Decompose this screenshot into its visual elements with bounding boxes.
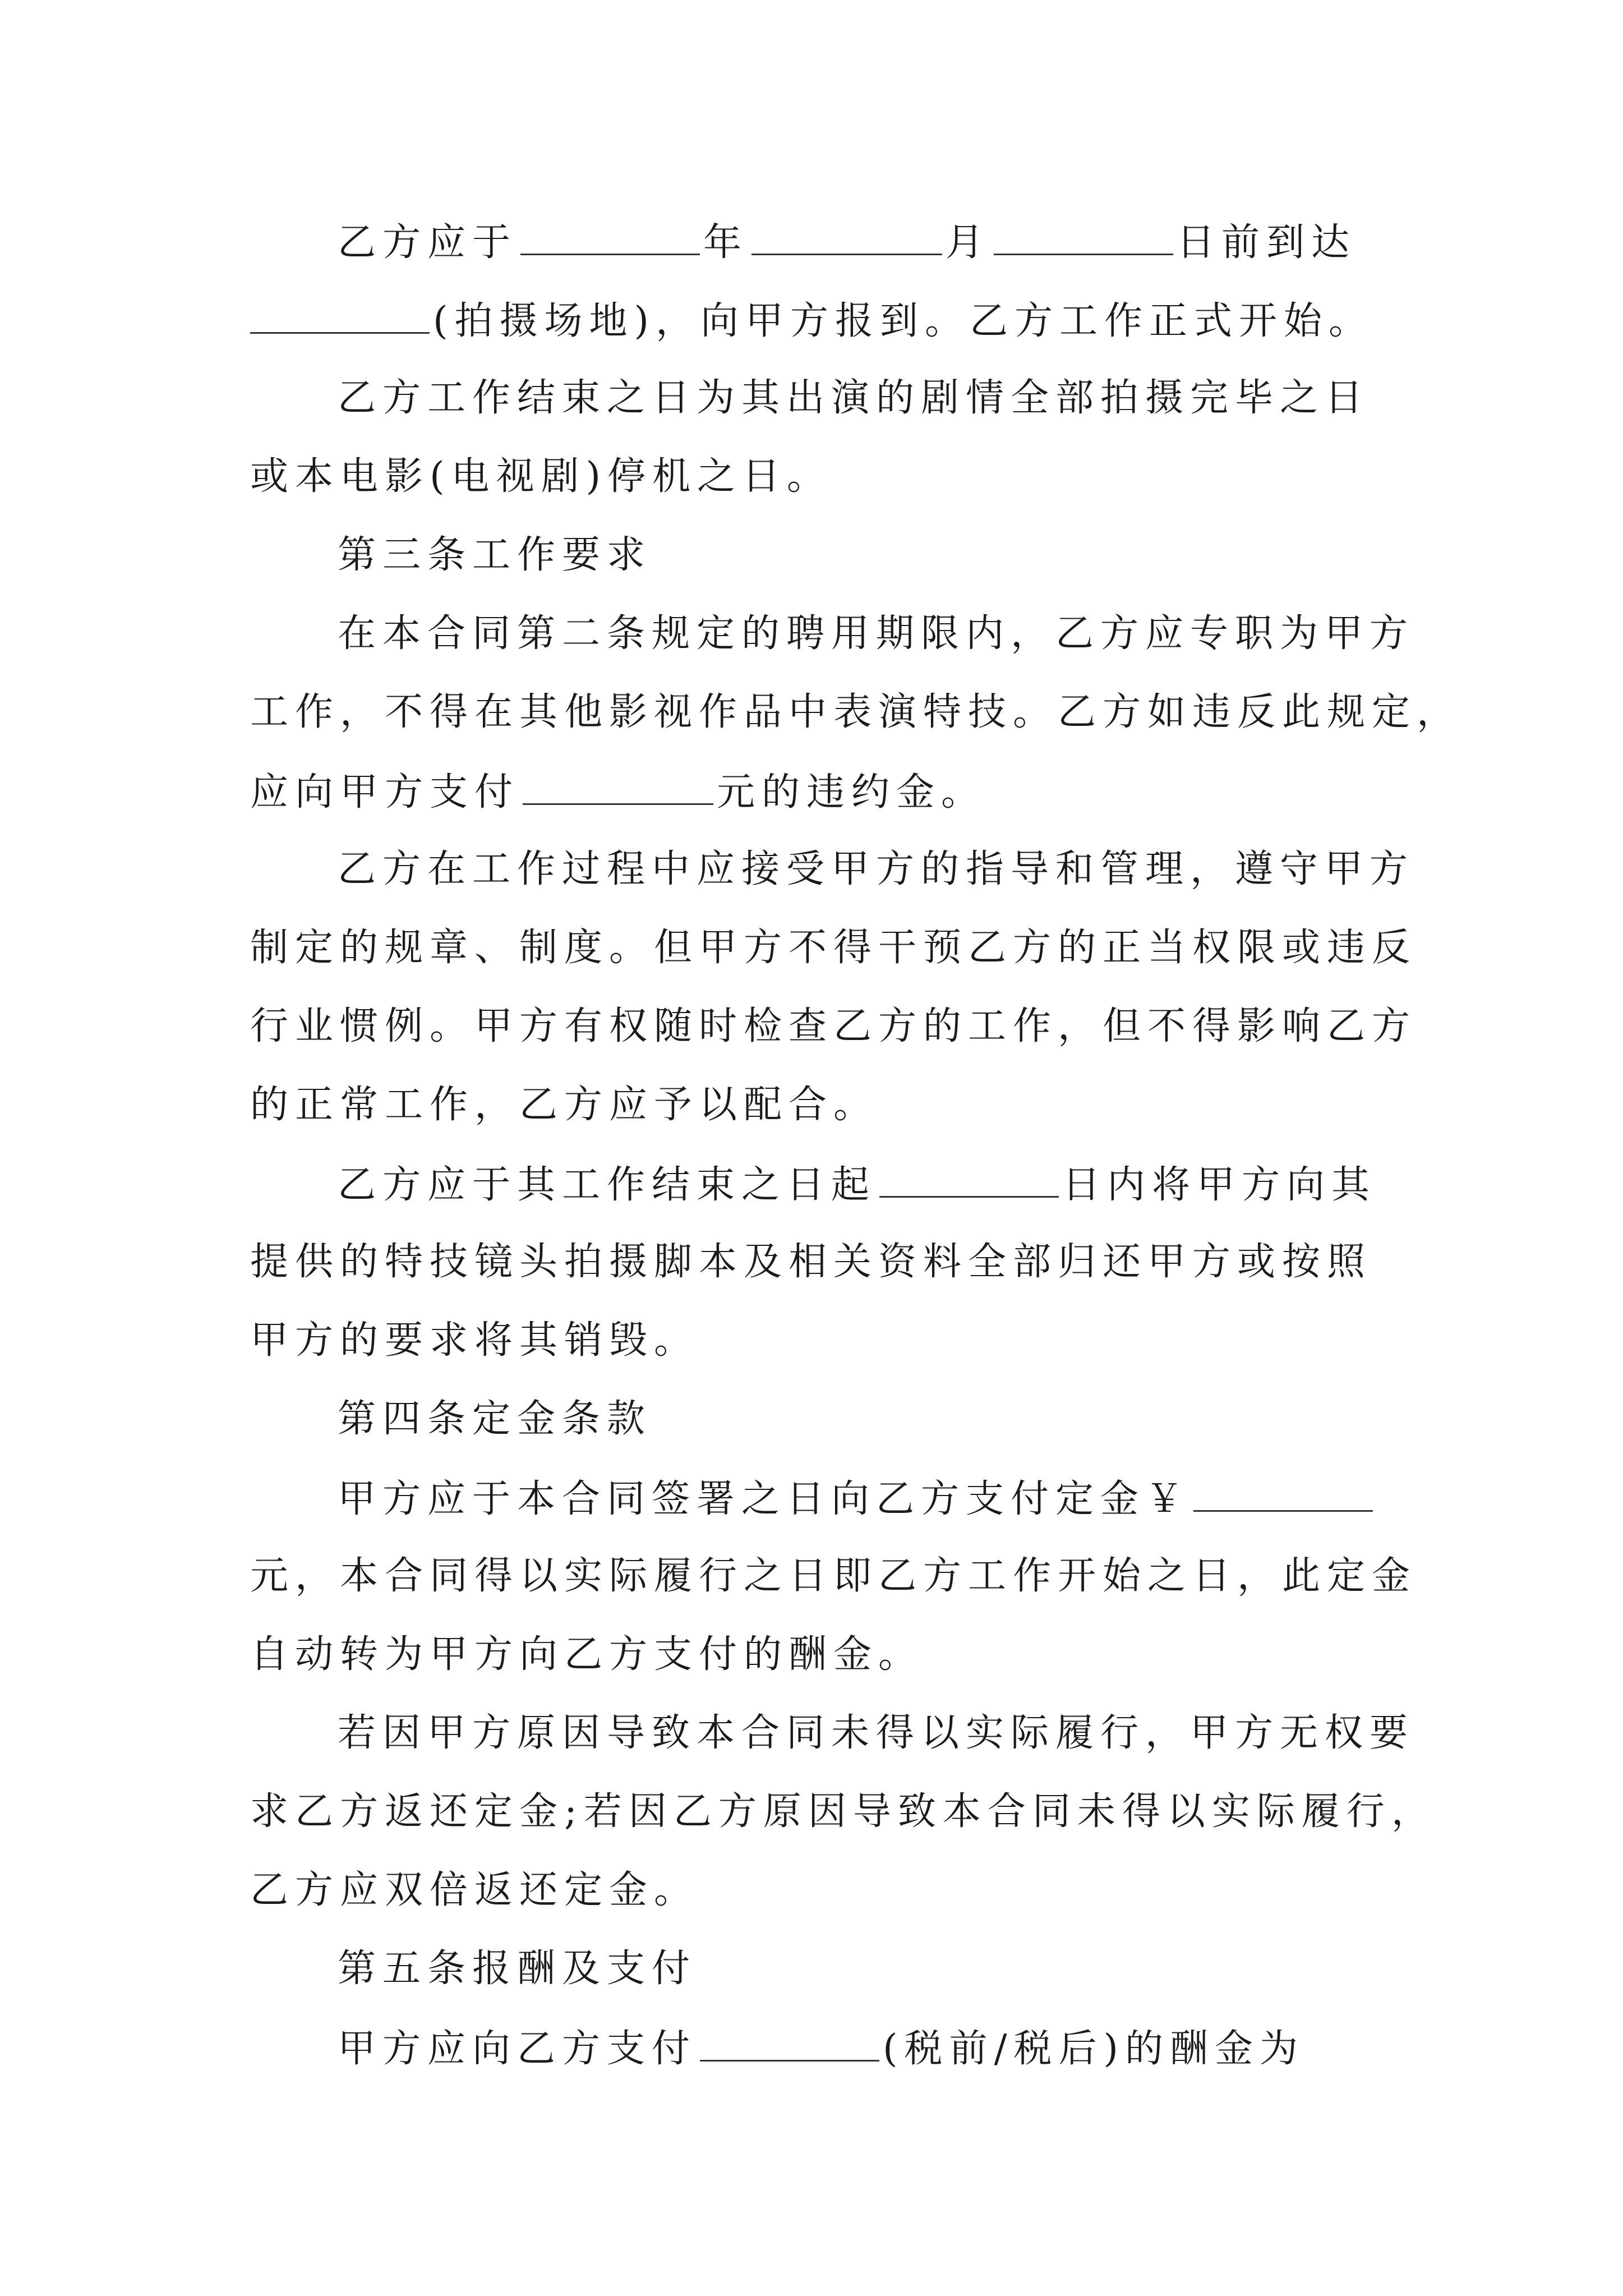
text-line xyxy=(338,370,1378,426)
heading-text: 第三条工作要求 xyxy=(338,533,652,577)
text-line xyxy=(338,606,1415,662)
fill-blank xyxy=(1193,1470,1373,1512)
text-line xyxy=(250,1627,1377,1683)
line-text: 月 xyxy=(946,220,991,265)
text-line xyxy=(250,1784,1436,1840)
line-text: 乙方在工作过程中应接受甲方的指导和管理，遵守甲方 xyxy=(338,847,1415,891)
text-line xyxy=(250,684,1462,740)
line-text: 应向甲方支付 xyxy=(250,770,520,815)
fill-blank xyxy=(250,292,430,334)
section-heading xyxy=(338,1941,1378,1997)
section-heading xyxy=(338,527,1378,583)
line-text: 在本合同第二条规定的聘用期限内，乙方应专职为甲方 xyxy=(338,611,1415,656)
text-line xyxy=(250,1313,1377,1369)
line-text: (税前/税后)的酬金为 xyxy=(883,2027,1304,2071)
line-text: 求乙方返还定金;若因乙方原因导致本合同未得以实际履行， xyxy=(250,1789,1436,1834)
line-text: 元，本合同得以实际履行之日即乙方工作开始之日，此定金 xyxy=(250,1554,1417,1598)
text-line xyxy=(250,1548,1417,1604)
fill-blank xyxy=(700,2019,879,2062)
fill-blank xyxy=(879,1156,1059,1198)
text-line xyxy=(250,1077,1377,1133)
line-text: 日前到达 xyxy=(1177,220,1357,265)
text-line xyxy=(338,1156,1378,1212)
text-line xyxy=(250,920,1417,976)
section-heading xyxy=(338,1391,1378,1447)
line-text: 甲方应于本合同签署之日向乙方支付定金￥ xyxy=(338,1477,1191,1521)
line-text: 甲方的要求将其销毁。 xyxy=(250,1318,699,1363)
line-text: 若因甲方原因导致本合同未得以实际履行，甲方无权要 xyxy=(338,1711,1415,1755)
line-text: 甲方应向乙方支付 xyxy=(338,2027,697,2071)
line-text: 乙方应双倍返还定金。 xyxy=(250,1868,699,1912)
text-line xyxy=(338,2019,1378,2076)
text-line xyxy=(250,763,1377,819)
line-text: 乙方应于 xyxy=(338,220,518,265)
fill-blank xyxy=(751,213,942,255)
fill-blank xyxy=(520,213,700,255)
fill-blank xyxy=(523,763,713,805)
line-text: 制定的规章、制度。但甲方不得干预乙方的正当权限或违反 xyxy=(250,926,1417,970)
text-line xyxy=(338,1705,1415,1761)
line-text: 行业惯例。甲方有权随时检查乙方的工作，但不得影响乙方 xyxy=(250,1004,1417,1048)
line-text: 的正常工作，乙方应予以配合。 xyxy=(250,1083,879,1127)
text-line xyxy=(338,841,1415,898)
text-line xyxy=(250,449,1377,505)
text-line xyxy=(250,999,1417,1055)
line-text: 或本电影(电视剧)停机之日。 xyxy=(250,454,832,499)
text-line xyxy=(338,1470,1378,1526)
line-text: 乙方工作结束之日为其出演的剧情全部拍摄完毕之日 xyxy=(338,376,1370,420)
line-text: 乙方应于其工作结束之日起 xyxy=(338,1163,877,1207)
text-line xyxy=(338,213,1378,269)
heading-text: 第四条定金条款 xyxy=(338,1397,652,1441)
line-text: 工作，不得在其他影视作品中表演特技。乙方如违反此规定， xyxy=(250,690,1462,734)
line-text: 自动转为甲方向乙方支付的酬金。 xyxy=(250,1632,924,1677)
line-text: 元的违约金。 xyxy=(717,770,986,815)
text-line xyxy=(250,1862,1377,1918)
heading-text: 第五条报酬及支付 xyxy=(338,1947,697,1991)
line-text: 年 xyxy=(703,220,749,265)
text-line xyxy=(250,1234,1377,1290)
fill-blank xyxy=(994,213,1173,255)
line-text: (拍摄场地)，向甲方报到。乙方工作正式开始。 xyxy=(433,299,1374,343)
text-line xyxy=(250,292,1377,348)
line-text: 提供的特技镜头拍摄脚本及相关资料全部归还甲方或按照 xyxy=(250,1240,1372,1284)
line-text: 日内将甲方向其 xyxy=(1062,1163,1377,1207)
